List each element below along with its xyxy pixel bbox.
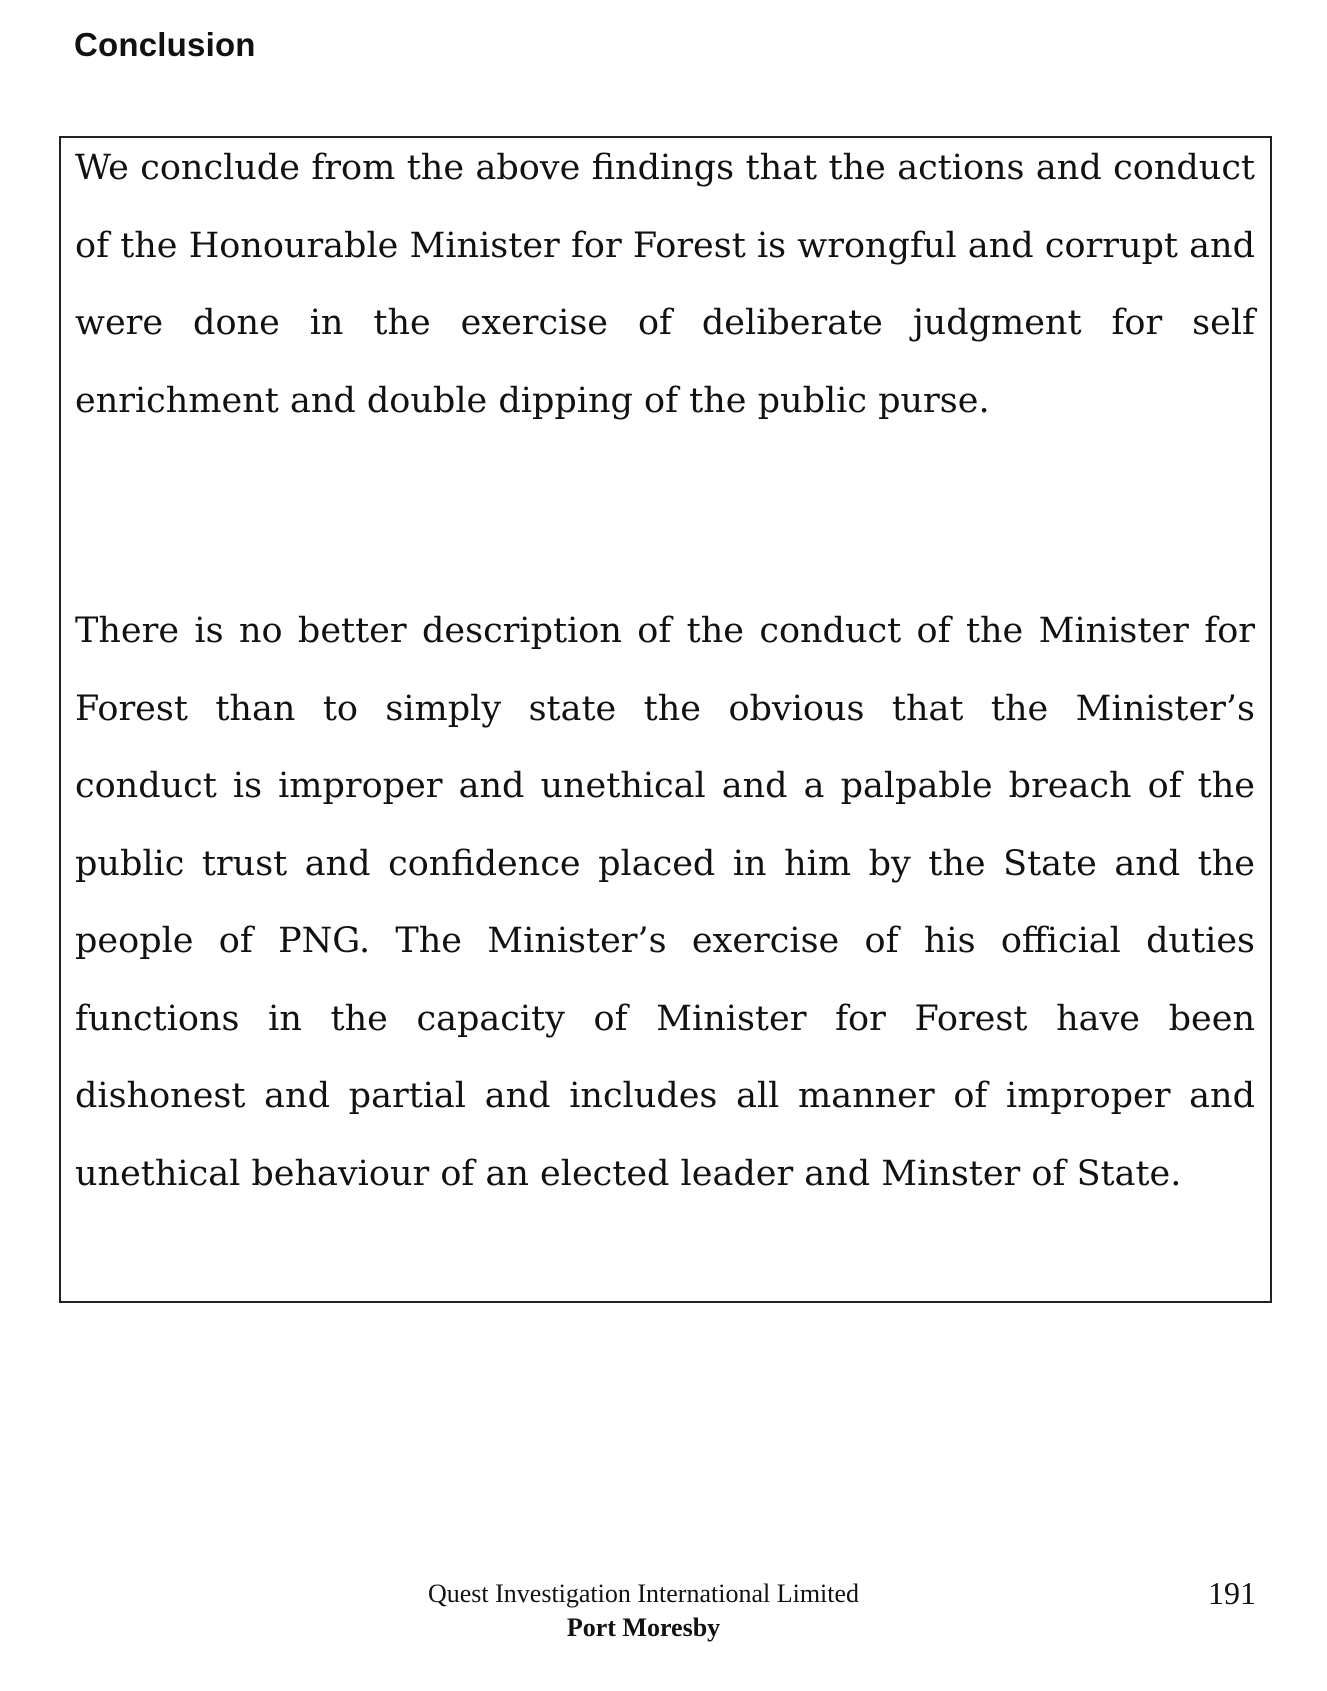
footer-location: Port Moresby: [566, 1613, 721, 1642]
footer-company: Quest Investigation International Limited: [427, 1579, 860, 1608]
section-heading: Conclusion: [74, 26, 256, 63]
page-footer: [0, 1577, 1287, 1645]
page-number: 191: [1208, 1575, 1256, 1611]
conclusion-paragraph-2: There is no better description of the conduct of the Minister for Forest than to simply state the obvious that the Minister’s conduct is improper and unethical and a palpable breach of the public trust and confidence placed in him by the State and the people of PNG. The Minister’s exercise of his official duties functions in the capacity of Minister for Forest have been dishonest and partial and includes all manner of improper and unethical behaviour of an elected leader and Minster of State.: [75, 611, 1255, 1194]
conclusion-paragraph-1: We conclude from the above findings that the actions and conduct of the Honourable Minister for Forest is wrongful and corrupt and were done in the exercise of deliberate judgment for self enrichment and double dipping of the public purse.: [75, 148, 1255, 421]
